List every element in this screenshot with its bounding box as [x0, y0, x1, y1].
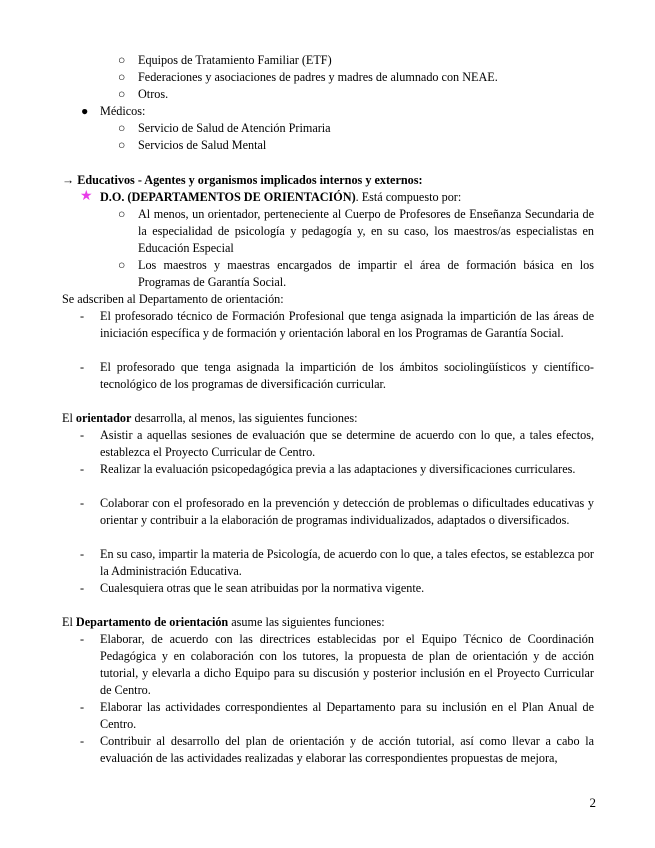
medicos-label: Médicos: [100, 104, 146, 118]
educativos-heading: → Educativos - Agentes y organismos implicados internos y externos: [62, 173, 423, 187]
list-item: Equipos de Tratamiento Familiar (ETF) [138, 53, 332, 67]
star-icon: ★ [80, 189, 93, 204]
dash-bullet-icon: - [80, 547, 85, 561]
dash-bullet-icon: - [80, 462, 85, 476]
page-number: 2 [589, 795, 596, 810]
departamento-term: Departamento de orientación [75, 615, 229, 629]
orientador-item: Asistir a aquellas sesiones de evaluación que se determine de acuerdo con lo que, a tales efectos, establezca el Proyecto Curricular de Centro. [100, 428, 594, 459]
do-title-line [100, 189, 461, 206]
dash-bullet-icon: - [80, 734, 85, 748]
list-item: Servicio de Salud de Atención Primaria [138, 121, 331, 135]
do-item: Los maestros y maestras encargados de impartir el área de formación básica en los Programas de Garantía Social. [138, 258, 594, 289]
departamento-item: Elaborar, de acuerdo con las directrices establecidas por el Equipo Técnico de Coordinación Pedagógica y en colaboración con los tutores, la propuesta de plan de orientación y de acción tutorial, y elevarla a dicho Equipo para su discusión y posterior inclusión en el Proyecto Curricular de Centro. [100, 632, 594, 697]
orientador-term: orientador [75, 411, 132, 425]
do-intro: . Está compuesto por: [355, 190, 462, 204]
dash-bullet-icon: - [80, 700, 85, 714]
do-item: Al menos, un orientador, perteneciente al Cuerpo de Profesores de Enseñanza Secundaria de la especialidad de psicología y pedagogía y, en su caso, los maestros/as especialistas en Educación Especial [138, 207, 594, 255]
circle-bullet-icon: ○ [118, 70, 126, 84]
orientador-item: Cualesquiera otras que le sean atribuidas por la normativa vigente. [100, 581, 425, 595]
departamento-item: Elaborar las actividades correspondientes al Departamento para su inclusión en el Plan Anual de Centro. [100, 700, 594, 731]
list-item: Otros. [138, 87, 169, 101]
disc-bullet-icon: ● [81, 104, 89, 118]
circle-bullet-icon: ○ [118, 53, 126, 67]
intro-post: asume las siguientes funciones: [228, 615, 385, 629]
list-item: Federaciones y asociaciones de padres y madres de alumnado con NEAE. [138, 70, 498, 84]
adscriben-item: El profesorado técnico de Formación Profesional que tenga asignada la impartición de las áreas de iniciación específica y de formación y orientación laboral en los Programas de Garantía Social. [100, 309, 594, 340]
orientador-item: Colaborar con el profesorado en la prevención y detección de problemas o dificultades educativas y orientar y contribuir a la elaboración de programas individualizados, adaptados o diversificados. [100, 496, 594, 527]
dash-bullet-icon: - [80, 360, 85, 374]
dash-bullet-icon: - [80, 496, 85, 510]
circle-bullet-icon: ○ [118, 138, 126, 152]
adscriben-intro: Se adscriben al Departamento de orientación: [62, 292, 284, 306]
circle-bullet-icon: ○ [118, 258, 126, 272]
do-title: D.O. (DEPARTAMENTOS DE ORIENTACIÓN) [100, 190, 356, 204]
orientador-intro [62, 410, 358, 427]
circle-bullet-icon: ○ [118, 207, 126, 221]
list-item: Servicios de Salud Mental [138, 138, 267, 152]
dash-bullet-icon: - [80, 309, 85, 323]
orientador-item: Realizar la evaluación psicopedagógica previa a las adaptaciones y diversificaciones curriculares. [100, 462, 576, 476]
dash-bullet-icon: - [80, 632, 85, 646]
circle-bullet-icon: ○ [118, 87, 126, 101]
intro-pre: El [62, 615, 76, 629]
departamento-item: Contribuir al desarrollo del plan de orientación y de acción tutorial, así como llevar a cabo la evaluación de las actividades realizadas y elaborar las correspondientes propuestas de mejora, [100, 734, 594, 765]
dash-bullet-icon: - [80, 581, 85, 595]
orientador-item: En su caso, impartir la materia de Psicología, de acuerdo con lo que, a tales efectos, se establezca por la Administración Educativa. [100, 547, 594, 578]
adscriben-item: El profesorado que tenga asignada la impartición de los ámbitos sociolingüísticos y científico-tecnológico de los programas de diversificación curricular. [100, 360, 594, 391]
dash-bullet-icon: - [80, 428, 85, 442]
departamento-intro [62, 614, 385, 631]
intro-post: desarrolla, al menos, las siguientes funciones: [131, 411, 358, 425]
circle-bullet-icon: ○ [118, 121, 126, 135]
intro-pre: El [62, 411, 76, 425]
